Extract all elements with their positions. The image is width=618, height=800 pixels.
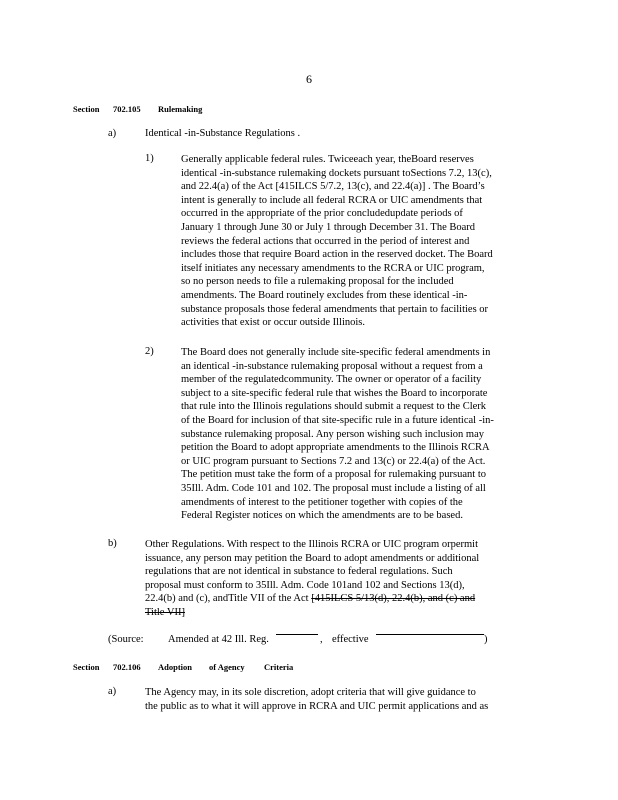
item-b-paragraph [145, 538, 533, 620]
blank-line [376, 634, 484, 635]
struck-text: Title VII] [145, 606, 185, 618]
section-label: Section [73, 104, 100, 114]
section-label: Section [73, 662, 100, 672]
text-line: issuance, any person may petition the Board to adopt amendments or additional [145, 552, 480, 564]
struck-text: [415ILCS 5/13(d), 22.4(b), and (c) and [311, 593, 476, 605]
source-note [108, 634, 528, 648]
section-title: Rulemaking [158, 104, 203, 114]
section-number: 702.105 [113, 104, 141, 114]
source-amended: Amended at 42 Ill. Reg. [168, 634, 269, 645]
text-line: or UIC program pursuant to Sections 7.2 and 13(c) or 22.4(a) of the Act. [181, 455, 486, 467]
text-line: amendments of interest to the petitioner together with copies of the [181, 496, 463, 508]
text-line: The Board does not generally include site-specific federal amendments in [181, 347, 491, 358]
source-effective: effective [332, 634, 369, 645]
section-number: 702.106 [113, 662, 141, 672]
text-line [145, 606, 533, 620]
text-line: proposal must conform to 35Ill. Adm. Code 101and 102 and Sections 13(d), [145, 579, 465, 591]
text-line: an identical -in-substance rulemaking proposal without a request from a [181, 360, 483, 372]
text-line: of the Board for inclusion of that site-specific rule in a future identical -in- [181, 414, 494, 426]
item-2-paragraph [181, 346, 533, 523]
text-segment: 22.4(b) and (c), andTitle VII of the Act [145, 593, 312, 605]
text-line: Federal Register notices on which the amendments are to be based. [181, 510, 463, 522]
item-b-marker: b) [108, 538, 117, 549]
section-title-word: Adoption [158, 662, 193, 672]
text-line: amendments. The Board routinely excludes from these identical -in- [181, 289, 468, 301]
text-line: intent is generally to include all federal RCRA or UIC amendments that [181, 194, 483, 206]
text-line: subject to a site-specific federal rule that wishes the Board to incorporate [181, 387, 488, 399]
text-line [145, 592, 533, 606]
source-comma: , [320, 634, 323, 645]
text-line: January 1 through June 30 or July 1 through December 31. The Board [181, 221, 476, 233]
text-line: the public as to what it will approve in RCRA and UIC permit applications and as [145, 700, 489, 712]
text-line: substance rulemaking proposal. Any person wishing such inclusion may [181, 428, 484, 440]
text-line: itself initiates any necessary amendments to the RCRA or UIC program, [181, 262, 485, 274]
text-line: activities that exist or occur outside Illinois. [181, 317, 366, 329]
item-a-marker: a) [108, 128, 117, 139]
source-close: ) [484, 634, 488, 645]
blank-line [276, 634, 318, 635]
source-open: (Source: [108, 634, 144, 645]
text-line: regulations that are not identical in substance to federal regulations. Such [145, 566, 453, 578]
text-line: and 22.4(a) of the Act [415ILCS 5/7.2, 13(c), and 22.4(a)] . The Board’s [181, 181, 485, 193]
text-line: Other Regulations. With respect to the Illinois RCRA or UIC program orpermit [145, 539, 479, 550]
text-line: reviews the federal actions that occurred in the period of interest and [181, 235, 470, 247]
text-line: The petition must take the form of a proposal for rulemaking pursuant to [181, 469, 487, 481]
text-line: substance proposals those federal amendments that pertain to facilities or [181, 303, 489, 315]
text-line: so no person needs to file a rulemaking proposal for the included [181, 276, 454, 288]
text-line: petition the Board to adopt appropriate amendments to the Illinois RCRA [181, 442, 490, 454]
item-a2-paragraph [145, 686, 533, 713]
text-line: Generally applicable federal rules. Twiceeach year, theBoard reserves [181, 154, 474, 165]
item-1-paragraph [181, 153, 533, 330]
text-line: that rule into the Illinois regulations should submit a request to the Clerk [181, 401, 487, 413]
text-line: identical -in-substance rulemaking dockets pursuant toSections 7.2, 13(c), [181, 167, 492, 179]
text-line: 35Ill. Adm. Code 101 and 102. The proposal must include a listing of all [181, 482, 486, 494]
section-title-word: of Agency [209, 662, 245, 672]
text-line: includes those that require Board action in the reserved docket. The Board [181, 249, 493, 261]
item-1-marker: 1) [145, 153, 154, 164]
text-line: The Agency may, in its sole discretion, adopt criteria that will give guidance to [145, 687, 476, 698]
item-2-marker: 2) [145, 346, 154, 357]
page-number: 6 [306, 72, 312, 86]
text-line: member of the regulatedcommunity. The owner or operator of a facility [181, 374, 482, 386]
item-a-heading: Identical -in-Substance Regulations . [145, 128, 301, 139]
section-title-word: Criteria [264, 662, 294, 672]
text-line: occurred in the appropriate of the prior concludedupdate periods of [181, 208, 463, 220]
item-a2-marker: a) [108, 686, 117, 697]
